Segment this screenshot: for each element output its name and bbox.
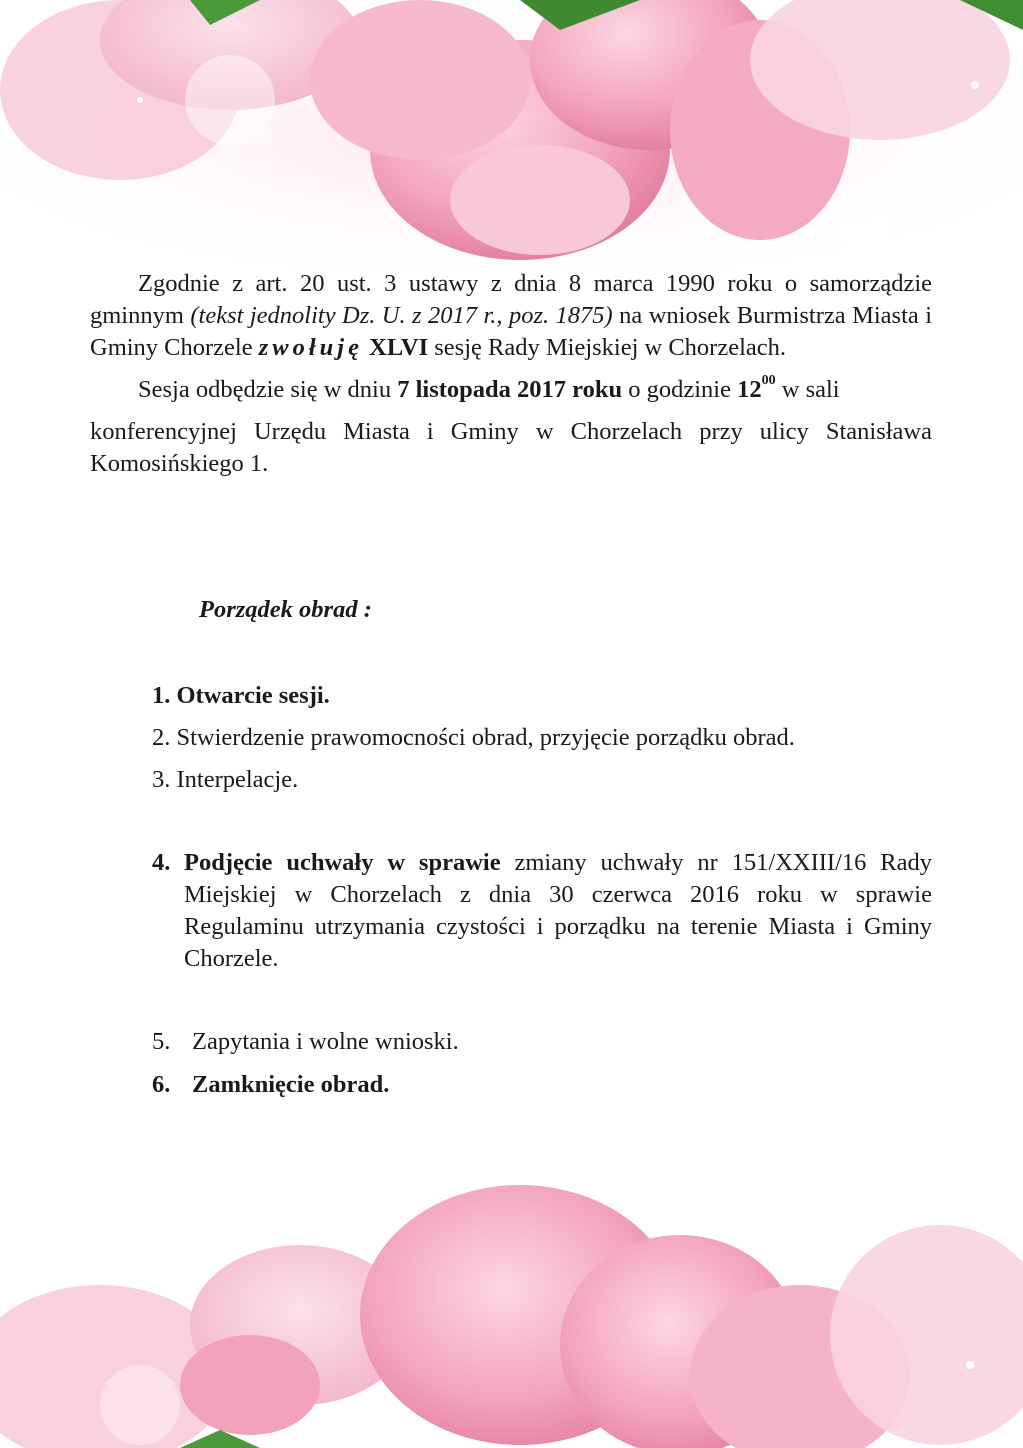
session-hour: 12: [737, 376, 762, 403]
text: sesję Rady Miejskiej w Chorzelach.: [428, 334, 787, 361]
session-minutes: 00: [761, 372, 776, 388]
agenda-item-text: 2. Stwierdzenie prawomocności obrad, przyjęcie porządku obrad.: [152, 724, 795, 751]
agenda-item-text: 1. Otwarcie sesji.: [152, 682, 330, 709]
agenda-item-text: 3. Interpelacje.: [152, 766, 299, 793]
agenda-item-text: Zapytania i wolne wnioski.: [192, 1028, 459, 1055]
text: na wniosek Burmistrza Miasta i Gminy Chorzele: [90, 302, 933, 361]
agenda-item-3: [152, 764, 932, 796]
resolution-label: Podjęcie uchwały w sprawie: [184, 849, 501, 876]
top-floral-decoration: [0, 0, 1023, 270]
paragraph-location: konferencyjnej Urzędu Miasta i Gminy w Chorzelach przy ulicy Stanisława Komosińskiego 1.: [90, 418, 932, 477]
agenda-item-number: 4.: [152, 849, 171, 876]
agenda-item-2: [152, 722, 932, 754]
agenda-item-1: [152, 680, 932, 712]
paragraph-convocation: [90, 268, 932, 364]
agenda-item-number: 6.: [152, 1071, 171, 1098]
text: Zgodnie z art. 20 ust. 3 ustawy z dnia 8 marca 1990 roku o samorządzie gminnym: [90, 270, 932, 329]
resolution-text: zmiany uchwały nr 151/XXIII/16 Rady Miejskiej w Chorzelach z dnia 30 czerwca 2016 roku w sprawie Regulaminu utrzymania czystości i porządku na terenie Miasta i Gminy Chorzele.: [184, 849, 932, 972]
agenda-item-4: [152, 847, 932, 975]
convene-word: zwołuję: [258, 334, 363, 361]
text: o godzinie: [622, 376, 738, 403]
text: w sali: [775, 376, 840, 403]
text: Sesja odbędzie się w dniu: [138, 376, 398, 403]
agenda-item-number: 5.: [152, 1028, 171, 1055]
agenda-item-6: [152, 1069, 932, 1101]
session-number: XLVI: [369, 334, 429, 361]
agenda-item-text: Zamknięcie obrad.: [192, 1071, 390, 1098]
legal-reference: (tekst jednolity Dz. U. z 2017 r., poz. 1875): [190, 302, 613, 329]
bottom-floral-decoration: [0, 1175, 1023, 1448]
agenda-item-5: [152, 1026, 932, 1058]
agenda-item-text: [184, 847, 932, 975]
agenda-title: Porządek obrad :: [199, 596, 372, 623]
paragraph-date: [90, 374, 932, 406]
session-date: 7 listopada 2017 roku: [397, 376, 623, 403]
body-text: [90, 268, 932, 480]
